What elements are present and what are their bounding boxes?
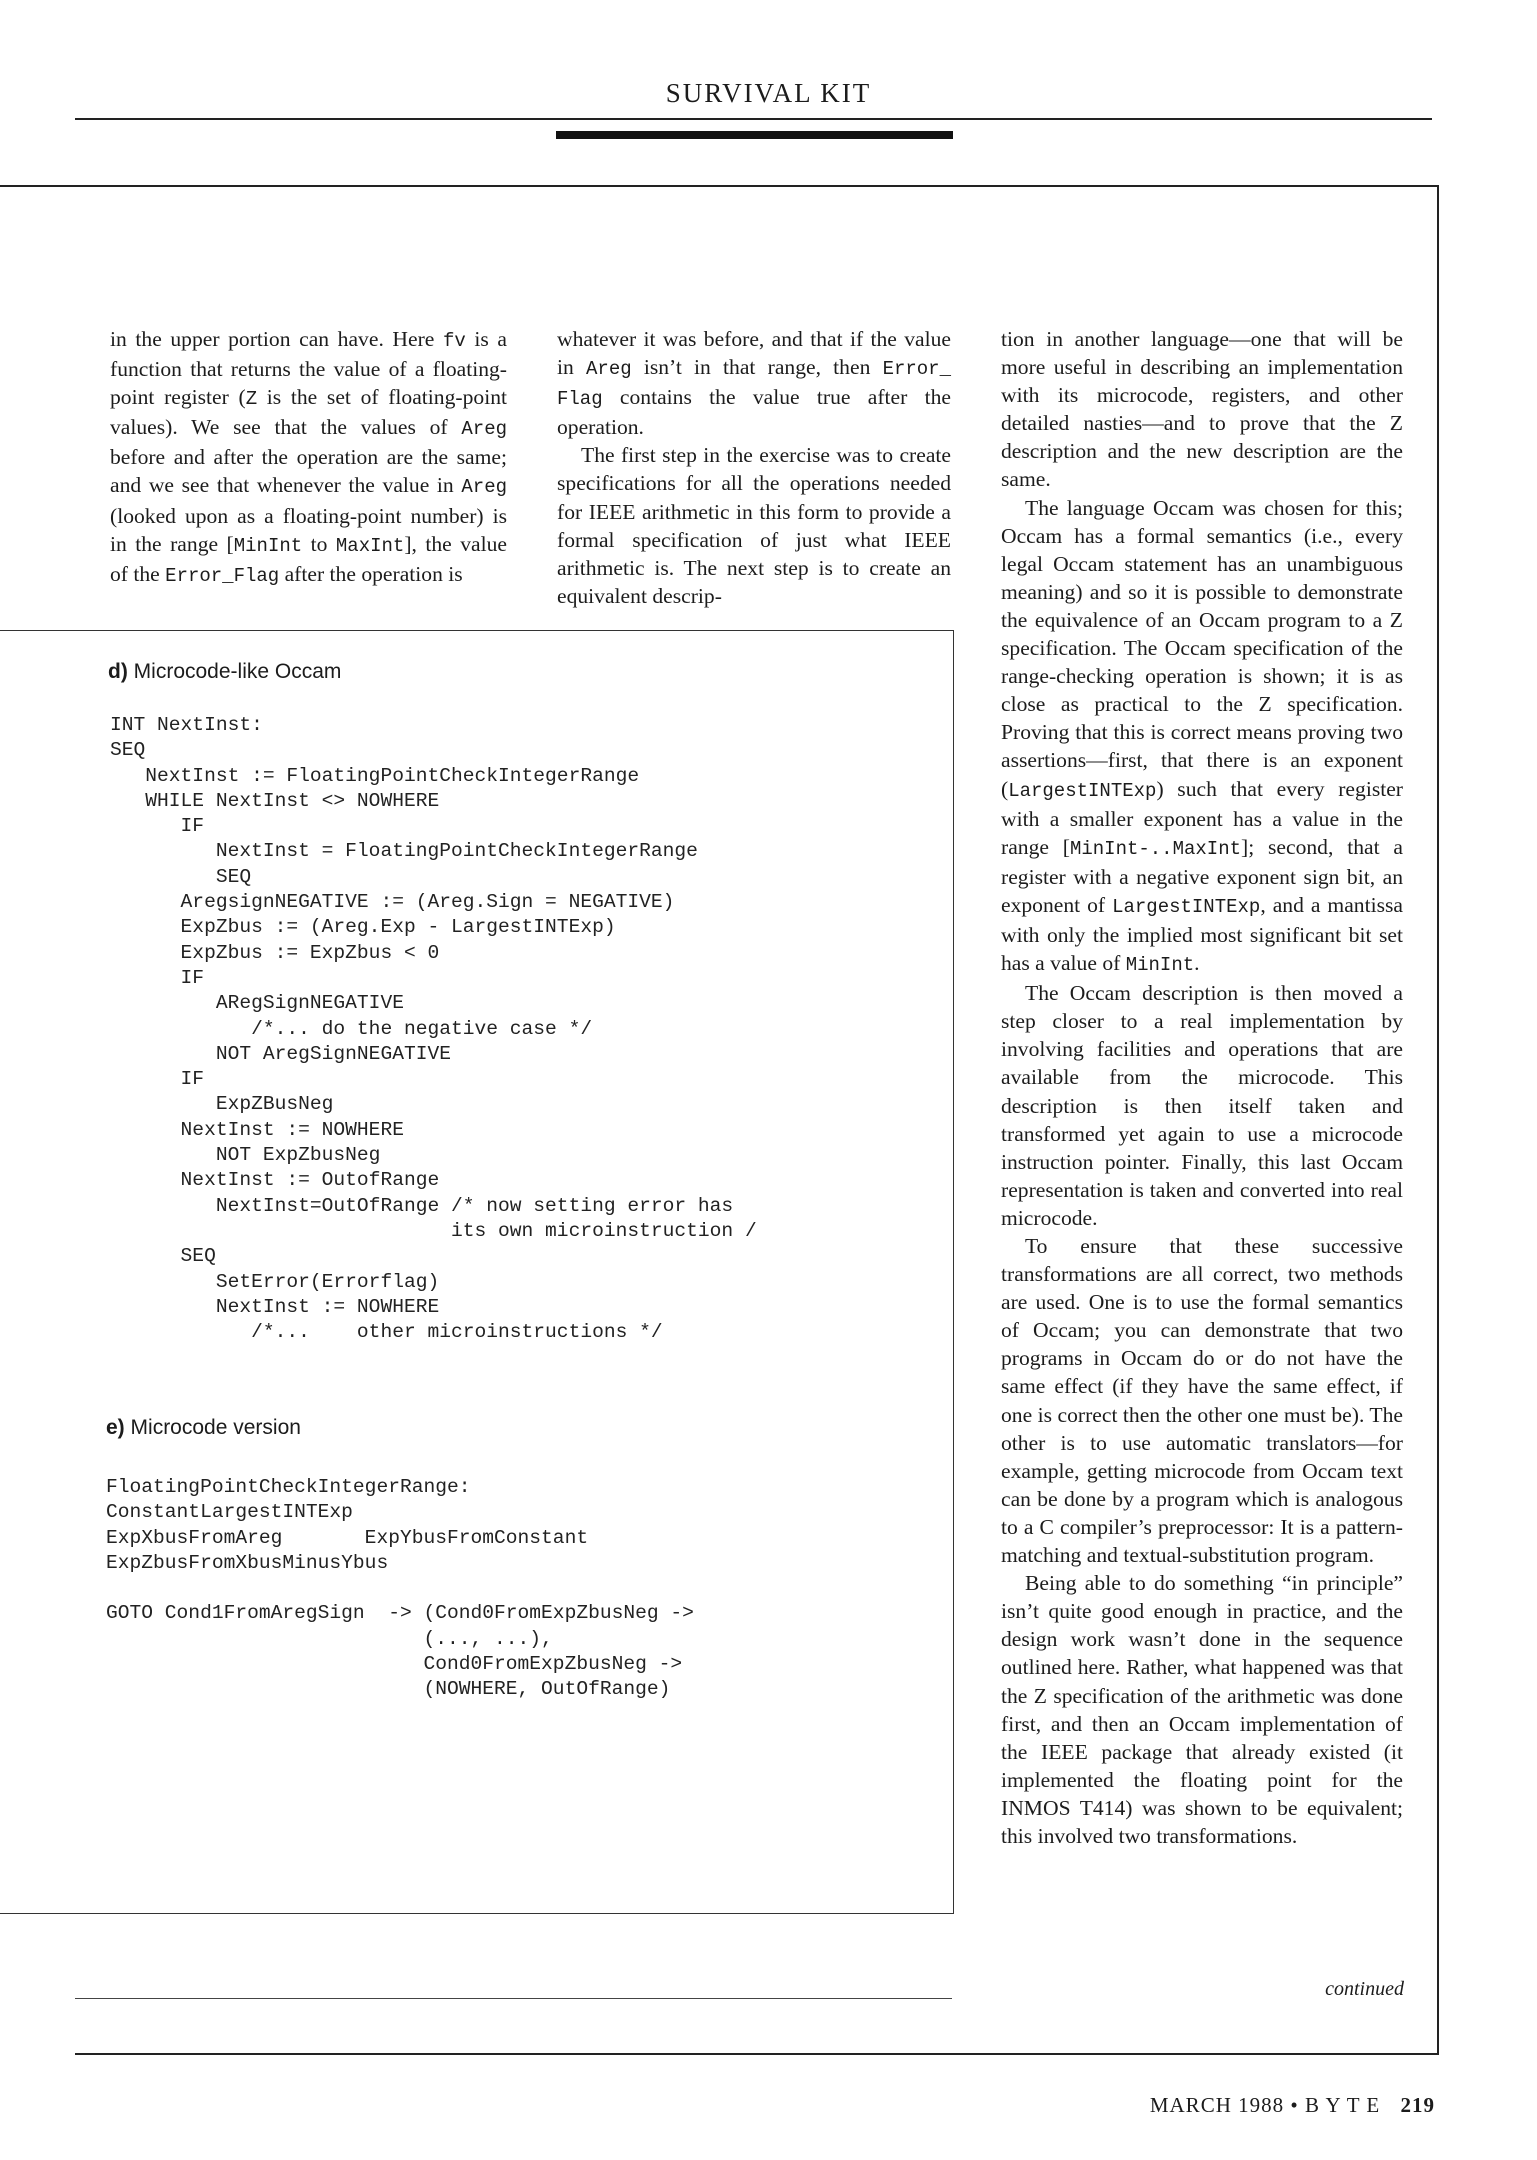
figure-d-letter: d) [108, 660, 128, 683]
continued-note: continued [1325, 1978, 1404, 2000]
header-rule [75, 118, 1432, 120]
frame-right-rule [1437, 185, 1439, 2055]
text-column-3 [1001, 325, 1403, 1850]
paragraph: tion in another language—one that will be more useful in describing an implementation with its microcode, registers, and other detailed nasties—and to prove that the Z description and the new description are the same. [1001, 327, 1403, 492]
paragraph: The Occam description is then moved a step closer to a real implementation by involving facilities and operations that are available from the microcode. This description is then itself taken and transformed yet again to use a microcode instruction pointer. Finally, this last Occam representation is taken and converted into real microcode. [1001, 981, 1403, 1230]
figure-e-label [106, 1416, 301, 1440]
figure-lower-rule [75, 1998, 952, 1999]
paragraph: The first step in the exercise was to create specifications for all the operations needed for IEEE arithmetic in this form to provide a formal specification of just what IEEE arithmetic is. The next step is to create an equivalent descrip- [557, 443, 951, 608]
frame-bottom-rule [75, 2053, 1439, 2055]
frame-top-rule [0, 185, 1438, 187]
paragraph: To ensure that these successive transformations are all correct, two methods are used. One is to use the formal semantics of Occam; you can demonstrate that two programs in Occam do or do not have the same effect (if they have the same effect, if one is correct then the other one must be). The other is to use automatic translators—for example, getting microcode from Occam text can be done by a program which is analogous to a C compiler’s preprocessor: It is a pattern-matching and textual-substitution program. [1001, 1234, 1403, 1568]
page-number: 219 [1400, 2093, 1435, 2117]
footer-separator: • [1290, 2093, 1299, 2117]
figure-e-letter: e) [106, 1416, 125, 1439]
figure-e-title: Microcode version [130, 1416, 301, 1439]
text-column-2 [557, 325, 951, 610]
paragraph: whatever it was before, and that if the value in Areg isn’t in that range, then Error_ Flag contains the value true after the operation. [557, 327, 951, 440]
page-footer [1150, 2093, 1435, 2118]
paragraph: The language Occam was chosen for this; Occam has a formal semantics (i.e., every legal Occam statement has an unambiguous meaning) and so it is possible to demonstrate the equivalence of an Occam program to a Z specification. The Occam specification of the range-checking operation is shown; it is as close as practical to the Z specification. Proving that this is correct means proving two assertions—first, that there is an exponent (LargestINTExp) such that every register with a smaller exponent has a value in the range [MinInt-..MaxInt]; second, that a register with a negative exponent sign bit, an exponent of LargestINTExp, and a mantissa with only the implied most significant bit set has a value of MinInt. [1001, 495, 1403, 977]
figure-d-label [108, 660, 341, 684]
figure-d-code: INT NextInst: SEQ NextInst := FloatingPointCheckIntegerRange WHILE NextInst <> NOWHERE IF NextInst = FloatingPointCheckIntegerRange SEQ AregsignNEGATIVE := (Areg.Sign = NEGATIVE) ExpZbus := (Areg.Exp - LargestINTExp) ExpZbus := ExpZbus < 0 IF ARegSignNEGATIVE /*... do the negative case */ NOT AregSignNEGATIVE IF ExpZBusNeg NextInst := NOWHERE NOT ExpZbusNeg NextInst := OutofRange NextInst=OutOfRange /* now setting error has its own microinstruction / SEQ SetError(Errorflag) NextInst := NOWHERE /*... other microinstructions */ [110, 714, 757, 1344]
paragraph: in the upper portion can have. Here fv is a function that returns the value of a floating-point register (Z is the set of floating-point values). We see that the values of Areg before and after the operation are the same; and we see that whenever the value in Areg (looked upon as a floating-point number) is in the range [MinInt to MaxInt], the value of the Error_Flag after the operation is [110, 327, 507, 587]
footer-magazine: B Y T E [1304, 2093, 1381, 2117]
figure-d-title: Microcode-like Occam [133, 660, 342, 683]
header-thick-bar [556, 131, 953, 139]
figure-e-code: FloatingPointCheckIntegerRange: ConstantLargestINTExp ExpXbusFromAreg ExpYbusFromConstant ExpZbusFromXbusMinusYbus GOTO Cond1FromAregSign -> (Cond0FromExpZbusNeg -> (..., ...), Cond0FromExpZbusNeg -> (NOWHERE, OutOfRange) [106, 1476, 694, 1701]
running-header: SURVIVAL KIT [665, 78, 872, 108]
footer-date: MARCH 1988 [1149, 2093, 1285, 2117]
text-column-1 [110, 325, 507, 590]
paragraph: Being able to do something “in principle” isn’t quite good enough in practice, and the design work wasn’t done in the sequence outlined here. Rather, what happened was that the Z specification of the arithmetic was done first, and then an Occam implementation of the IEEE package that already existed (it implemented the floating point for the INMOS T414) was shown to be equivalent; this involved two transformations. [1001, 1571, 1403, 1848]
